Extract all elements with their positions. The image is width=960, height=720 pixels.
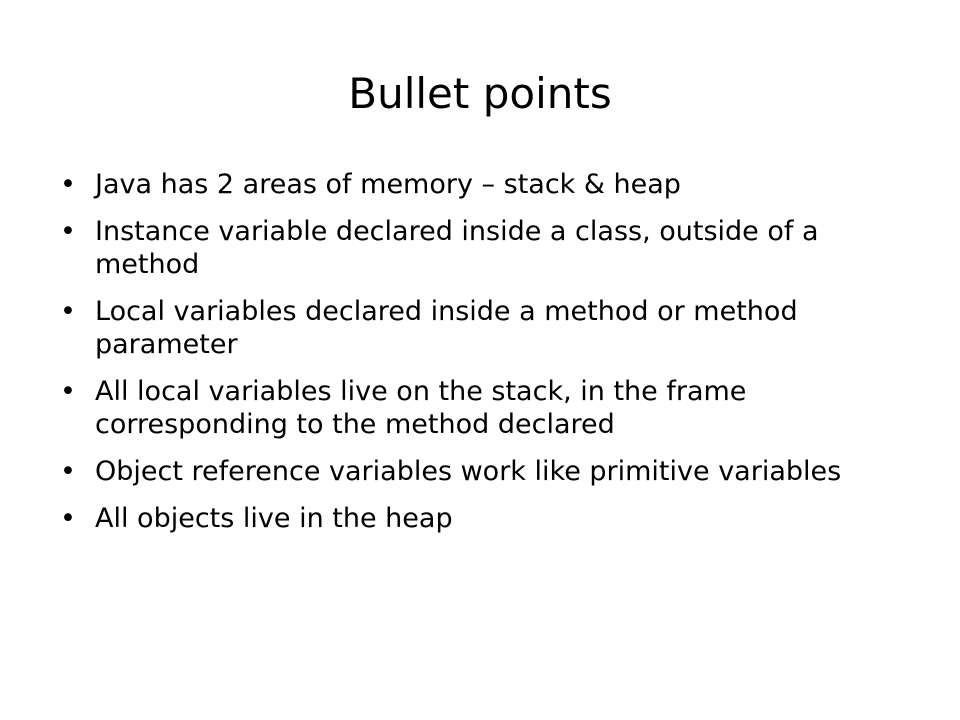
bullet-icon: • [60,456,76,487]
bullet-item [60,375,920,441]
bullet-text: Java has 2 areas of memory – stack & heap [95,169,681,200]
bullet-icon: • [60,503,76,534]
bullet-text: Object reference variables work like primitive variables [95,456,842,487]
bullet-icon: • [60,376,76,407]
bullet-text: All objects live in the heap [95,503,453,534]
bullet-item [60,168,920,201]
bullet-text: All local variables live on the stack, in the frame corresponding to the method declared [95,376,747,440]
bullet-list [60,168,920,549]
bullet-text: Local variables declared inside a method or method parameter [95,296,798,360]
bullet-item [60,455,920,488]
bullet-icon: • [60,169,76,200]
slide-title: Bullet points [348,69,612,118]
bullet-item [60,502,920,535]
bullet-item [60,295,920,361]
bullet-item [60,215,920,281]
bullet-icon: • [60,296,76,327]
bullet-text: Instance variable declared inside a class, outside of a method [95,216,819,280]
bullet-icon: • [60,216,76,247]
